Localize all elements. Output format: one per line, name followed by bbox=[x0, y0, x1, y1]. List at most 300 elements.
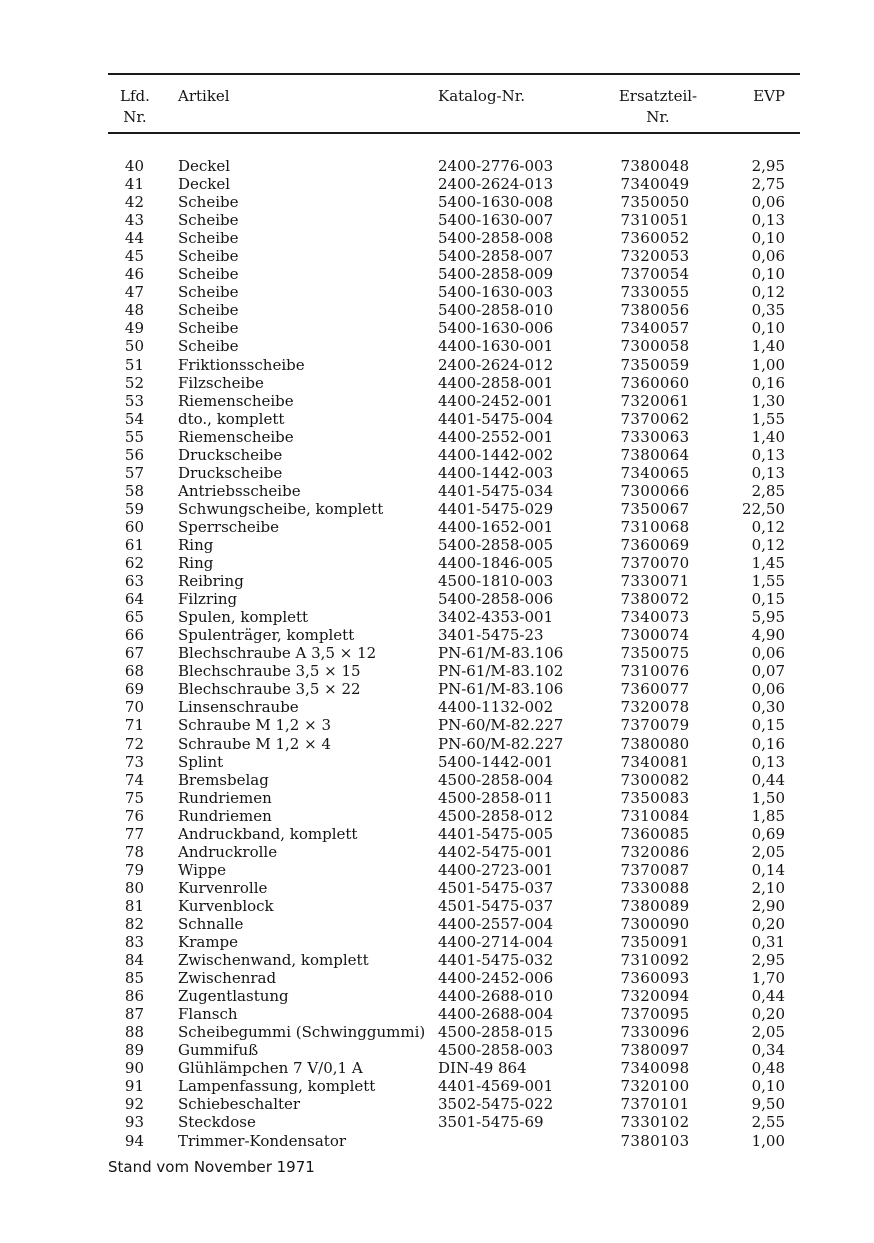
row-lfd-nr: 49 bbox=[124, 319, 144, 338]
row-artikel: Wippe bbox=[178, 860, 227, 879]
row-katalog-nr: 4401-5475-004 bbox=[438, 409, 554, 428]
row-evp: 0,12 bbox=[751, 283, 785, 302]
row-artikel: Kurvenblock bbox=[178, 896, 274, 915]
row-ersatzteil-nr: 7370101 bbox=[620, 1095, 690, 1114]
row-ersatzteil-nr: 7380097 bbox=[620, 1041, 690, 1060]
row-ersatzteil-nr: 7380103 bbox=[620, 1131, 690, 1150]
row-katalog-nr: 4401-5475-029 bbox=[438, 499, 554, 518]
table-row bbox=[0, 861, 874, 879]
row-katalog-nr: 4401-4569-001 bbox=[438, 1077, 554, 1096]
row-ersatzteil-nr: 7330055 bbox=[620, 283, 690, 302]
table-row bbox=[0, 446, 874, 464]
row-lfd-nr: 50 bbox=[124, 337, 144, 356]
row-ersatzteil-nr: 7320100 bbox=[620, 1077, 690, 1096]
row-lfd-nr: 88 bbox=[124, 1023, 144, 1042]
row-katalog-nr: 4400-2723-001 bbox=[438, 860, 554, 879]
row-katalog-nr: 5400-1630-007 bbox=[438, 211, 554, 230]
row-evp: 1,40 bbox=[751, 427, 785, 446]
row-lfd-nr: 80 bbox=[124, 878, 144, 897]
row-katalog-nr: 4500-2858-004 bbox=[438, 770, 554, 789]
row-evp: 0,13 bbox=[751, 752, 785, 771]
top-rule bbox=[108, 73, 800, 75]
row-ersatzteil-nr: 7330088 bbox=[620, 878, 690, 897]
row-katalog-nr: 4400-1132-002 bbox=[438, 698, 554, 717]
row-katalog-nr: 4500-2858-011 bbox=[438, 788, 554, 807]
row-lfd-nr: 54 bbox=[124, 409, 144, 428]
row-evp: 0,44 bbox=[751, 770, 785, 789]
table-row bbox=[0, 319, 874, 337]
row-artikel: Schnalle bbox=[178, 914, 244, 933]
row-ersatzteil-nr: 7320078 bbox=[620, 698, 690, 717]
table-row bbox=[0, 951, 874, 969]
table-row bbox=[0, 229, 874, 247]
row-evp: 0,10 bbox=[751, 265, 785, 284]
row-lfd-nr: 42 bbox=[124, 193, 144, 212]
row-katalog-nr: 5400-2858-008 bbox=[438, 229, 554, 248]
row-lfd-nr: 90 bbox=[124, 1059, 144, 1078]
row-artikel: Flansch bbox=[178, 1005, 238, 1024]
row-evp: 0,48 bbox=[751, 1059, 785, 1078]
header-bottom-rule bbox=[108, 132, 800, 134]
row-artikel: Trimmer-Kondensator bbox=[178, 1131, 347, 1150]
table-row bbox=[0, 1059, 874, 1077]
row-evp: 0,31 bbox=[751, 933, 785, 952]
table-row bbox=[0, 572, 874, 590]
row-lfd-nr: 87 bbox=[124, 1005, 144, 1024]
row-evp: 0,20 bbox=[751, 1005, 785, 1024]
row-artikel: Spulen, komplett bbox=[178, 608, 309, 627]
row-lfd-nr: 74 bbox=[124, 770, 144, 789]
row-katalog-nr: 4500-1810-003 bbox=[438, 572, 554, 591]
row-lfd-nr: 94 bbox=[124, 1131, 144, 1150]
row-katalog-nr: 3402-4353-001 bbox=[438, 608, 554, 627]
row-evp: 0,15 bbox=[751, 590, 785, 609]
row-evp: 2,95 bbox=[751, 951, 785, 970]
row-evp: 0,69 bbox=[751, 824, 785, 843]
table-row bbox=[0, 825, 874, 843]
table-row bbox=[0, 807, 874, 825]
table-row bbox=[0, 247, 874, 265]
row-ersatzteil-nr: 7330071 bbox=[620, 572, 690, 591]
table-row bbox=[0, 301, 874, 319]
row-artikel: Scheibe bbox=[178, 229, 239, 248]
row-evp: 0,07 bbox=[751, 662, 785, 681]
row-lfd-nr: 71 bbox=[124, 716, 144, 735]
row-katalog-nr: 3502-5475-022 bbox=[438, 1095, 554, 1114]
row-lfd-nr: 76 bbox=[124, 806, 144, 825]
table-row bbox=[0, 662, 874, 680]
row-ersatzteil-nr: 7320086 bbox=[620, 842, 690, 861]
row-lfd-nr: 44 bbox=[124, 229, 144, 248]
table-row bbox=[0, 626, 874, 644]
row-ersatzteil-nr: 7380089 bbox=[620, 896, 690, 915]
row-lfd-nr: 62 bbox=[124, 554, 144, 573]
row-evp: 1,55 bbox=[751, 572, 785, 591]
header-artikel: Artikel bbox=[178, 87, 230, 105]
row-lfd-nr: 68 bbox=[124, 662, 144, 681]
row-artikel: Scheibegummi (Schwinggummi) bbox=[178, 1023, 426, 1042]
row-evp: 0,12 bbox=[751, 517, 785, 536]
row-evp: 1,85 bbox=[751, 806, 785, 825]
row-ersatzteil-nr: 7310068 bbox=[620, 517, 690, 536]
row-katalog-nr: 4402-5475-001 bbox=[438, 842, 554, 861]
row-artikel: Splint bbox=[178, 752, 224, 771]
row-artikel: Scheibe bbox=[178, 301, 239, 320]
row-artikel: Druckscheibe bbox=[178, 445, 283, 464]
row-artikel: Antriebsscheibe bbox=[178, 481, 301, 500]
row-artikel: Druckscheibe bbox=[178, 463, 283, 482]
row-artikel: Schraube M 1,2 × 3 bbox=[178, 716, 331, 735]
table-row bbox=[0, 897, 874, 915]
row-lfd-nr: 84 bbox=[124, 951, 144, 970]
table-row bbox=[0, 1095, 874, 1113]
row-ersatzteil-nr: 7370062 bbox=[620, 409, 690, 428]
row-lfd-nr: 58 bbox=[124, 481, 144, 500]
row-katalog-nr: 5400-1442-001 bbox=[438, 752, 554, 771]
row-lfd-nr: 89 bbox=[124, 1041, 144, 1060]
row-lfd-nr: 41 bbox=[124, 175, 144, 194]
row-lfd-nr: 43 bbox=[124, 211, 144, 230]
row-evp: 0,10 bbox=[751, 1077, 785, 1096]
footer-date: Stand vom November 1971 bbox=[108, 1158, 315, 1176]
table-row bbox=[0, 175, 874, 193]
row-artikel: Scheibe bbox=[178, 247, 239, 266]
row-evp: 0,16 bbox=[751, 734, 785, 753]
row-artikel: Schwungscheibe, komplett bbox=[178, 499, 384, 518]
row-evp: 0,06 bbox=[751, 680, 785, 699]
table-row bbox=[0, 933, 874, 951]
row-ersatzteil-nr: 7350091 bbox=[620, 933, 690, 952]
row-katalog-nr: 2400-2624-012 bbox=[438, 355, 554, 374]
row-katalog-nr: PN-61/M-83.106 bbox=[438, 680, 564, 699]
row-lfd-nr: 70 bbox=[124, 698, 144, 717]
row-artikel: Riemenscheibe bbox=[178, 391, 294, 410]
row-evp: 5,95 bbox=[751, 608, 785, 627]
row-ersatzteil-nr: 7380048 bbox=[620, 157, 690, 175]
row-katalog-nr: 5400-2858-010 bbox=[438, 301, 554, 320]
row-evp: 0,44 bbox=[751, 987, 785, 1006]
row-lfd-nr: 55 bbox=[124, 427, 144, 446]
table-row bbox=[0, 356, 874, 374]
row-ersatzteil-nr: 7370087 bbox=[620, 860, 690, 879]
row-artikel: Filzring bbox=[178, 590, 238, 609]
row-ersatzteil-nr: 7350067 bbox=[620, 499, 690, 518]
table-row bbox=[0, 283, 874, 301]
row-katalog-nr: 4400-1442-003 bbox=[438, 463, 554, 482]
row-ersatzteil-nr: 7340073 bbox=[620, 608, 690, 627]
row-artikel: Rundriemen bbox=[178, 806, 272, 825]
table-row bbox=[0, 680, 874, 698]
row-artikel: Zwischenrad bbox=[178, 969, 277, 988]
row-evp: 0,06 bbox=[751, 247, 785, 266]
row-artikel: Zwischenwand, komplett bbox=[178, 951, 369, 970]
row-artikel: Andruckrolle bbox=[178, 842, 278, 861]
row-katalog-nr: 4401-5475-032 bbox=[438, 951, 554, 970]
table-row bbox=[0, 698, 874, 716]
row-katalog-nr: 5400-1630-006 bbox=[438, 319, 554, 338]
row-artikel: Ring bbox=[178, 535, 214, 554]
table-row bbox=[0, 1023, 874, 1041]
row-katalog-nr: 5400-1630-008 bbox=[438, 193, 554, 212]
row-evp: 0,13 bbox=[751, 211, 785, 230]
row-artikel: Andruckband, komplett bbox=[178, 824, 358, 843]
row-ersatzteil-nr: 7380064 bbox=[620, 445, 690, 464]
row-artikel: Scheibe bbox=[178, 193, 239, 212]
table-row bbox=[0, 193, 874, 211]
row-ersatzteil-nr: 7340065 bbox=[620, 463, 690, 482]
row-ersatzteil-nr: 7340049 bbox=[620, 175, 690, 194]
table-row bbox=[0, 608, 874, 626]
row-evp: 0,15 bbox=[751, 716, 785, 735]
table-row bbox=[0, 771, 874, 789]
row-evp: 0,20 bbox=[751, 914, 785, 933]
table-row bbox=[0, 374, 874, 392]
row-evp: 0,10 bbox=[751, 319, 785, 338]
row-ersatzteil-nr: 7340081 bbox=[620, 752, 690, 771]
table-row bbox=[0, 644, 874, 662]
row-evp: 2,90 bbox=[751, 896, 785, 915]
table-row bbox=[0, 789, 874, 807]
row-lfd-nr: 78 bbox=[124, 842, 144, 861]
row-katalog-nr: 5400-1630-003 bbox=[438, 283, 554, 302]
header-katalog-nr: Katalog-Nr. bbox=[438, 87, 526, 105]
row-ersatzteil-nr: 7300066 bbox=[620, 481, 690, 500]
row-ersatzteil-nr: 7380072 bbox=[620, 590, 690, 609]
row-katalog-nr: 4400-2557-004 bbox=[438, 914, 554, 933]
table-row bbox=[0, 464, 874, 482]
table-row bbox=[0, 500, 874, 518]
row-ersatzteil-nr: 7310051 bbox=[620, 211, 690, 230]
row-lfd-nr: 59 bbox=[124, 499, 144, 518]
row-katalog-nr: 4400-2452-001 bbox=[438, 391, 554, 410]
row-ersatzteil-nr: 7360077 bbox=[620, 680, 690, 699]
row-evp: 2,55 bbox=[751, 1113, 785, 1132]
table-header bbox=[0, 86, 874, 130]
row-artikel: Rundriemen bbox=[178, 788, 272, 807]
header-evp: EVP bbox=[753, 87, 785, 105]
row-katalog-nr: 5400-2858-005 bbox=[438, 535, 554, 554]
row-lfd-nr: 83 bbox=[124, 933, 144, 952]
row-artikel: Glühlämpchen 7 V/0,1 A bbox=[178, 1059, 363, 1078]
row-katalog-nr: 5400-2858-007 bbox=[438, 247, 554, 266]
row-evp: 0,35 bbox=[751, 301, 785, 320]
row-katalog-nr: 4500-2858-012 bbox=[438, 806, 554, 825]
table-row bbox=[0, 590, 874, 608]
row-evp: 2,10 bbox=[751, 878, 785, 897]
row-katalog-nr: 4400-2714-004 bbox=[438, 933, 554, 952]
row-ersatzteil-nr: 7300074 bbox=[620, 626, 690, 645]
table-row bbox=[0, 482, 874, 500]
row-artikel: Bremsbelag bbox=[178, 770, 269, 789]
row-katalog-nr: PN-60/M-82.227 bbox=[438, 734, 564, 753]
table-row bbox=[0, 536, 874, 554]
table-row bbox=[0, 337, 874, 355]
row-ersatzteil-nr: 7370054 bbox=[620, 265, 690, 284]
row-katalog-nr: DIN-49 864 bbox=[438, 1059, 527, 1078]
row-lfd-nr: 85 bbox=[124, 969, 144, 988]
row-lfd-nr: 46 bbox=[124, 265, 144, 284]
row-evp: 9,50 bbox=[751, 1095, 785, 1114]
row-ersatzteil-nr: 7360069 bbox=[620, 535, 690, 554]
row-evp: 0,14 bbox=[751, 860, 785, 879]
row-lfd-nr: 93 bbox=[124, 1113, 144, 1132]
row-artikel: Reibring bbox=[178, 572, 244, 591]
row-ersatzteil-nr: 7370079 bbox=[620, 716, 690, 735]
table-row bbox=[0, 1132, 874, 1150]
row-ersatzteil-nr: 7320094 bbox=[620, 987, 690, 1006]
row-katalog-nr: 4400-2452-006 bbox=[438, 969, 554, 988]
row-evp: 1,50 bbox=[751, 788, 785, 807]
row-evp: 4,90 bbox=[751, 626, 785, 645]
row-katalog-nr: 4400-1442-002 bbox=[438, 445, 554, 464]
row-lfd-nr: 82 bbox=[124, 914, 144, 933]
row-ersatzteil-nr: 7300082 bbox=[620, 770, 690, 789]
row-katalog-nr: 4401-5475-005 bbox=[438, 824, 554, 843]
row-evp: 0,30 bbox=[751, 698, 785, 717]
row-evp: 0,16 bbox=[751, 373, 785, 392]
row-ersatzteil-nr: 7330102 bbox=[620, 1113, 690, 1132]
row-artikel: Steckdose bbox=[178, 1113, 256, 1132]
row-lfd-nr: 91 bbox=[124, 1077, 144, 1096]
row-artikel: Lampenfassung, komplett bbox=[178, 1077, 376, 1096]
row-artikel: Zugentlastung bbox=[178, 987, 289, 1006]
row-lfd-nr: 56 bbox=[124, 445, 144, 464]
row-lfd-nr: 57 bbox=[124, 463, 144, 482]
row-katalog-nr: 4501-5475-037 bbox=[438, 878, 554, 897]
row-evp: 1,00 bbox=[751, 1131, 785, 1150]
row-lfd-nr: 67 bbox=[124, 644, 144, 663]
row-evp: 1,45 bbox=[751, 554, 785, 573]
table-row bbox=[0, 1077, 874, 1095]
header-lfd-line1: Lfd. bbox=[120, 87, 150, 105]
row-ersatzteil-nr: 7370070 bbox=[620, 554, 690, 573]
row-artikel: Spulenträger, komplett bbox=[178, 626, 355, 645]
row-evp: 0,06 bbox=[751, 644, 785, 663]
row-ersatzteil-nr: 7320053 bbox=[620, 247, 690, 266]
row-katalog-nr: 4400-2858-001 bbox=[438, 373, 554, 392]
row-lfd-nr: 92 bbox=[124, 1095, 144, 1114]
table-row bbox=[0, 265, 874, 283]
row-lfd-nr: 51 bbox=[124, 355, 144, 374]
row-artikel: Scheibe bbox=[178, 283, 239, 302]
row-evp: 1,40 bbox=[751, 337, 785, 356]
row-artikel: Linsenschraube bbox=[178, 698, 299, 717]
row-ersatzteil-nr: 7330063 bbox=[620, 427, 690, 446]
row-artikel: Schiebeschalter bbox=[178, 1095, 301, 1114]
row-lfd-nr: 86 bbox=[124, 987, 144, 1006]
table-row bbox=[0, 969, 874, 987]
row-lfd-nr: 73 bbox=[124, 752, 144, 771]
table-row bbox=[0, 843, 874, 861]
row-artikel: dto., komplett bbox=[178, 409, 285, 428]
row-ersatzteil-nr: 7360093 bbox=[620, 969, 690, 988]
row-artikel: Scheibe bbox=[178, 265, 239, 284]
header-ersatzteil-line1: Ersatzteil- bbox=[618, 87, 698, 105]
row-artikel: Filzscheibe bbox=[178, 373, 264, 392]
row-artikel: Kurvenrolle bbox=[178, 878, 268, 897]
row-lfd-nr: 40 bbox=[124, 157, 144, 175]
row-ersatzteil-nr: 7370095 bbox=[620, 1005, 690, 1024]
row-ersatzteil-nr: 7350083 bbox=[620, 788, 690, 807]
row-evp: 22,50 bbox=[742, 499, 785, 518]
row-evp: 2,95 bbox=[751, 157, 785, 175]
table-row bbox=[0, 1113, 874, 1131]
row-ersatzteil-nr: 7350050 bbox=[620, 193, 690, 212]
row-katalog-nr: 4501-5475-037 bbox=[438, 896, 554, 915]
table-row bbox=[0, 518, 874, 536]
row-ersatzteil-nr: 7310092 bbox=[620, 951, 690, 970]
row-artikel: Scheibe bbox=[178, 337, 239, 356]
row-lfd-nr: 64 bbox=[124, 590, 144, 609]
row-katalog-nr: 4400-2688-010 bbox=[438, 987, 554, 1006]
row-katalog-nr: 4500-2858-015 bbox=[438, 1023, 554, 1042]
row-lfd-nr: 79 bbox=[124, 860, 144, 879]
table-row bbox=[0, 157, 874, 175]
header-lfd-line2: Nr. bbox=[123, 108, 147, 126]
row-ersatzteil-nr: 7330096 bbox=[620, 1023, 690, 1042]
row-ersatzteil-nr: 7360060 bbox=[620, 373, 690, 392]
row-artikel: Blechschraube 3,5 × 15 bbox=[178, 662, 361, 681]
row-evp: 1,55 bbox=[751, 409, 785, 428]
row-artikel: Scheibe bbox=[178, 319, 239, 338]
row-lfd-nr: 63 bbox=[124, 572, 144, 591]
row-evp: 0,13 bbox=[751, 445, 785, 464]
row-ersatzteil-nr: 7310076 bbox=[620, 662, 690, 681]
row-evp: 0,13 bbox=[751, 463, 785, 482]
row-evp: 1,30 bbox=[751, 391, 785, 410]
row-artikel: Friktionsscheibe bbox=[178, 355, 305, 374]
table-row bbox=[0, 879, 874, 897]
row-katalog-nr: 5400-2858-009 bbox=[438, 265, 554, 284]
row-artikel: Schraube M 1,2 × 4 bbox=[178, 734, 331, 753]
row-ersatzteil-nr: 7300058 bbox=[620, 337, 690, 356]
row-evp: 2,05 bbox=[751, 1023, 785, 1042]
row-katalog-nr: 4400-1846-005 bbox=[438, 554, 554, 573]
header-ersatzteil-line2: Nr. bbox=[646, 108, 670, 126]
row-ersatzteil-nr: 7310084 bbox=[620, 806, 690, 825]
row-ersatzteil-nr: 7320061 bbox=[620, 391, 690, 410]
row-artikel: Deckel bbox=[178, 157, 231, 175]
row-katalog-nr: PN-60/M-82.227 bbox=[438, 716, 564, 735]
row-lfd-nr: 75 bbox=[124, 788, 144, 807]
row-artikel: Gummifuß bbox=[178, 1041, 259, 1060]
table-row bbox=[0, 211, 874, 229]
row-lfd-nr: 60 bbox=[124, 517, 144, 536]
row-evp: 2,05 bbox=[751, 842, 785, 861]
row-ersatzteil-nr: 7340057 bbox=[620, 319, 690, 338]
row-lfd-nr: 69 bbox=[124, 680, 144, 699]
table-row bbox=[0, 428, 874, 446]
row-artikel: Riemenscheibe bbox=[178, 427, 294, 446]
row-katalog-nr: 2400-2624-013 bbox=[438, 175, 554, 194]
row-ersatzteil-nr: 7350059 bbox=[620, 355, 690, 374]
row-katalog-nr: 4401-5475-034 bbox=[438, 481, 554, 500]
table-row bbox=[0, 1005, 874, 1023]
row-evp: 0,34 bbox=[751, 1041, 785, 1060]
row-katalog-nr: PN-61/M-83.102 bbox=[438, 662, 564, 681]
row-lfd-nr: 45 bbox=[124, 247, 144, 266]
row-lfd-nr: 53 bbox=[124, 391, 144, 410]
row-katalog-nr: 2400-2776-003 bbox=[438, 157, 554, 175]
parts-table-body bbox=[0, 157, 874, 1150]
row-evp: 1,70 bbox=[751, 969, 785, 988]
row-artikel: Blechschraube 3,5 × 22 bbox=[178, 680, 361, 699]
row-evp: 0,06 bbox=[751, 193, 785, 212]
table-row bbox=[0, 392, 874, 410]
row-katalog-nr: 4500-2858-003 bbox=[438, 1041, 554, 1060]
row-ersatzteil-nr: 7380056 bbox=[620, 301, 690, 320]
table-row bbox=[0, 915, 874, 933]
